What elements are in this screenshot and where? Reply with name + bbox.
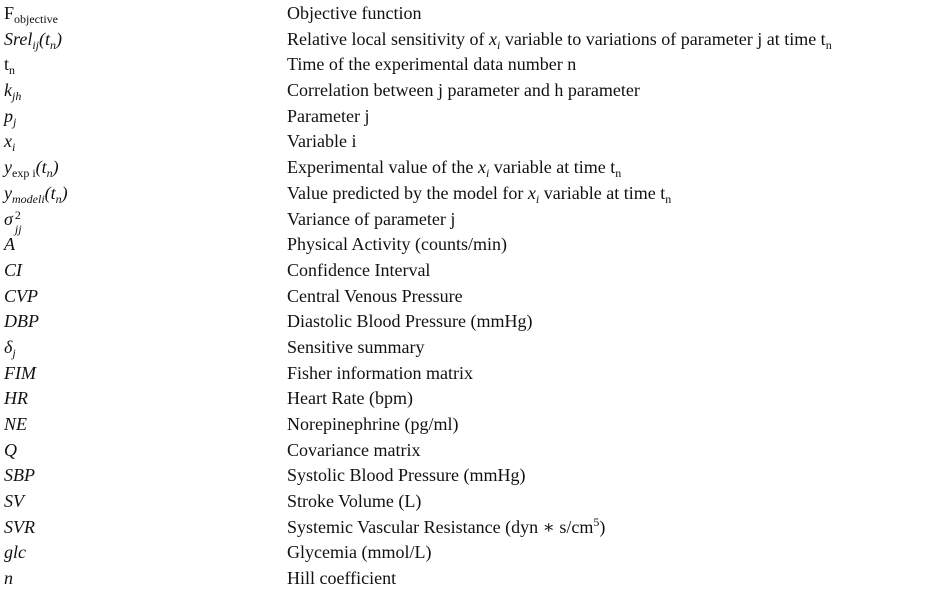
description-cell: Central Venous Pressure [287,285,463,306]
symbol-cell: CI [4,259,22,280]
table-row [0,283,928,309]
symbol-cell: Q [4,439,17,460]
description-cell: Confidence Interval [287,259,431,280]
symbol-cell: $k_{jh}$ [4,80,22,104]
symbol-cell: A [4,234,15,255]
symbol-cell: $F_{objective}$ [4,3,58,26]
symbol-cell: SBP [4,465,35,486]
description-cell: Experimental value of the $x_i$ variable at time $t_n$ [287,157,622,181]
table-row [0,154,928,180]
description-cell: Objective function [287,3,422,23]
description-cell: Parameter j [287,105,370,126]
table-row [0,488,928,514]
description-cell: Hill coefficient [287,568,397,589]
symbol-cell: $p_j$ [4,105,17,129]
table-row [0,26,928,52]
symbol-cell: NE [4,414,28,434]
symbol-cell: CVP [4,285,38,306]
table-row [0,257,928,283]
table-row [0,539,928,565]
description-cell: Correlation between j parameter and h parameter [287,80,640,101]
symbol-cell: $Srel_{ij}(t_n)$ [4,28,62,52]
table-row [0,231,928,257]
symbol-cell: σ 2 jj [4,208,22,237]
symbol-cell: SV [4,491,24,512]
description-cell: Systolic Blood Pressure (mmHg) [287,465,526,486]
description-cell: Physical Activity (counts/min) [287,234,507,255]
description-cell: Norepinephrine (pg/ml) [287,414,459,434]
description-cell: Time of the experimental data number n [287,54,577,75]
symbol-cell: $t_n$ [4,54,16,78]
table-row [0,514,928,540]
table-row [0,308,928,334]
symbol-cell: SVR [4,516,35,537]
description-cell: Variance of parameter j [287,208,456,229]
description-cell: Systemic Vascular Resistance (dyn ∗ $s/cm^5$) [287,514,606,537]
table-row [0,334,928,360]
table-row [0,462,928,488]
symbol-cell: $\delta_j$ [4,336,16,360]
table-row [0,206,928,237]
description-cell: Value predicted by the model for $x_i$ variable at time $t_n$ [287,182,672,206]
symbol-cell: HR [4,388,28,409]
description-cell: Heart Rate (bpm) [287,388,413,409]
symbol-cell: n [4,568,13,589]
table-row [0,180,928,206]
description-cell: Stroke Volume (L) [287,491,422,512]
description-cell: Variable i [287,131,357,152]
description-cell: Fisher information matrix [287,362,473,383]
symbol-cell: glc [4,542,26,563]
description-cell: Relative local sensitivity of $x_i$ variable to variations of parameter j at time $t_n$ [287,28,832,52]
symbol-cell: $y_{exp i}(t_n)$ [4,157,59,181]
table-row [0,77,928,103]
table-row [0,437,928,463]
description-cell: Glycemia (mmol/L) [287,542,432,563]
table-row [0,411,928,437]
table-row [0,51,928,77]
table-row [0,565,928,591]
table-row [0,360,928,386]
symbol-cell: $y_{modeli}(t_n)$ [4,182,68,206]
description-cell: Covariance matrix [287,439,421,460]
table-row [0,0,928,26]
table-row [0,385,928,411]
description-cell: Diastolic Blood Pressure (mmHg) [287,311,533,332]
symbol-cell: $x_i$ [4,131,16,155]
symbol-cell: DBP [4,311,39,332]
description-cell: Sensitive summary [287,336,425,357]
table-row [0,128,928,154]
symbol-cell: FIM [4,362,36,383]
table-row [0,103,928,129]
